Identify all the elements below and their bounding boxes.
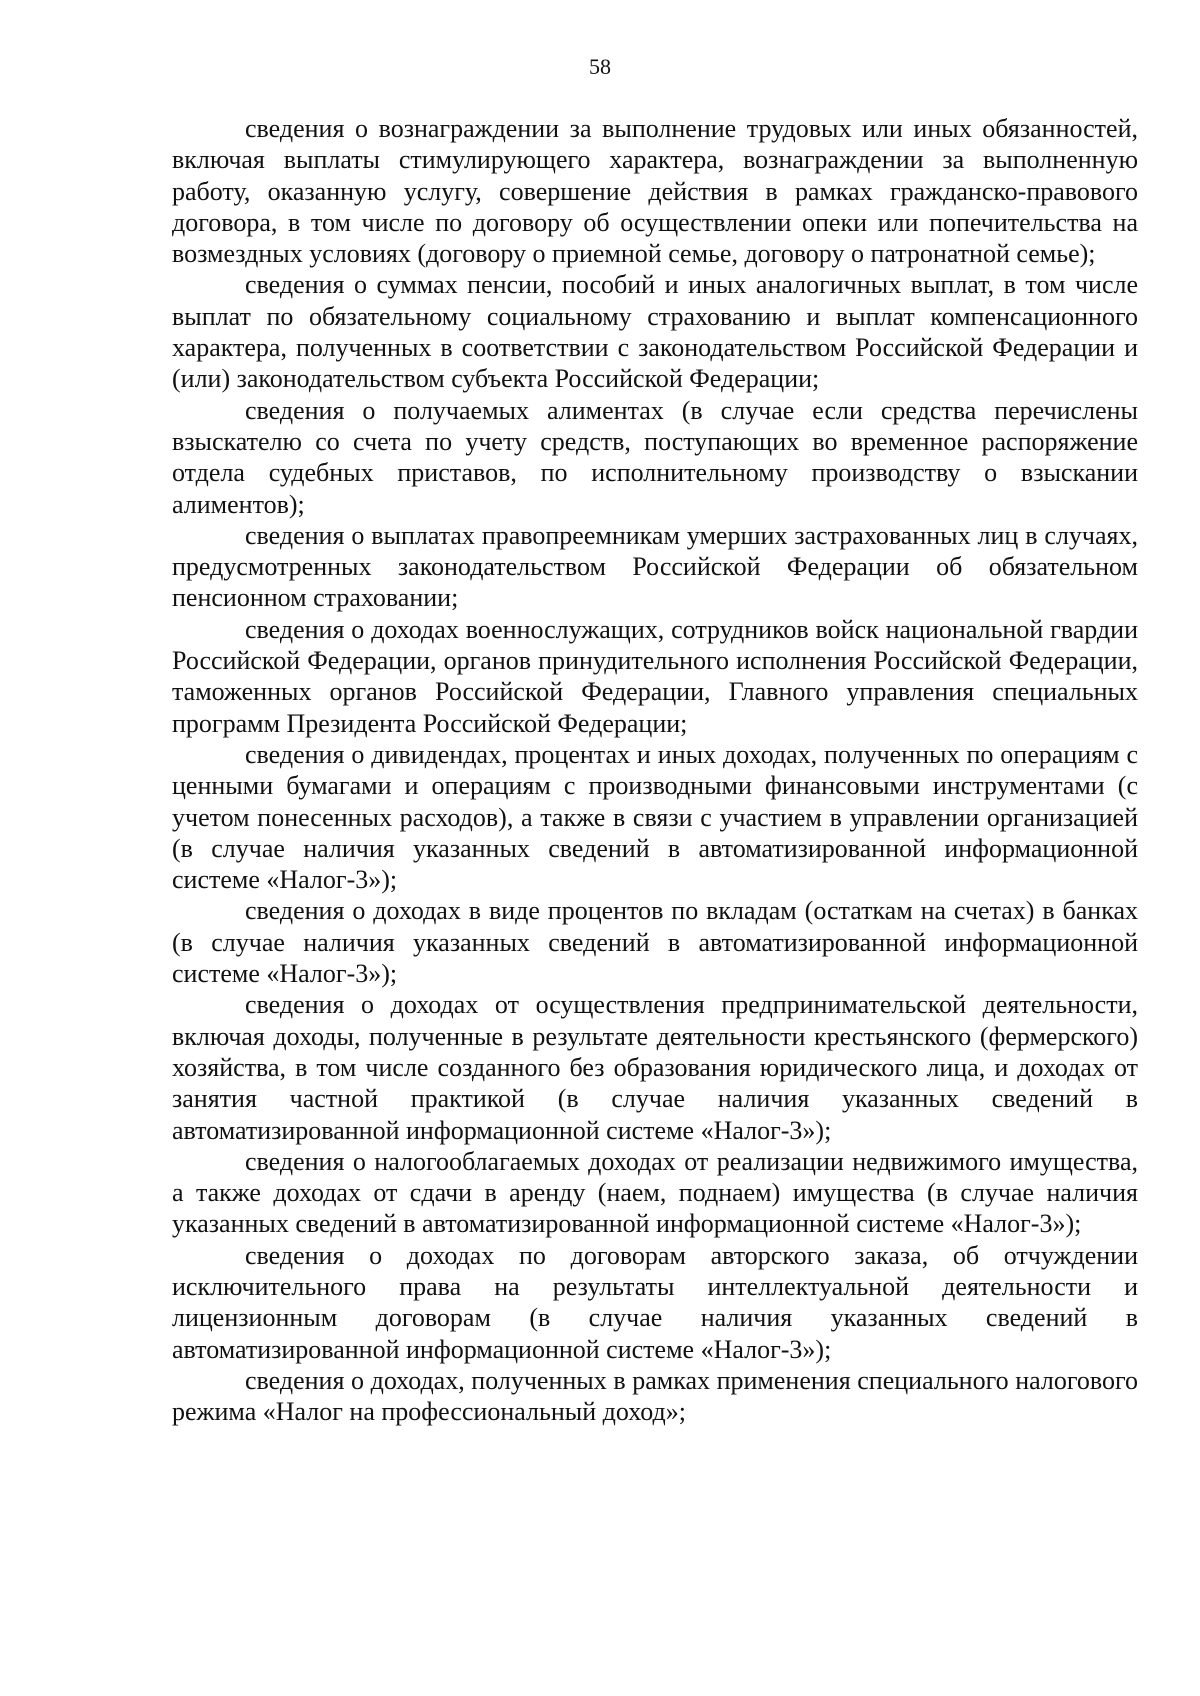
paragraph-property-income: сведения о налогооблагаемых доходах от реализации недвижимого имущества, а также доходах от сдачи в аренду (наем, поднаем) имущества (в случае наличия указанных сведений в автоматизированной информационной системе «Налог-3»); bbox=[172, 1146, 1138, 1239]
paragraph-remuneration: сведения о вознаграждении за выполнение трудовых или иных обязанностей, включая выплаты стимулирующего характера, вознаграждении за выполненную работу, оказанную услугу, совершение действия в рамках гражданско-правового договора, в том числе по договору об осуществлении опеки или попечительства на возмездных условиях (договору о приемной семье, договору о патронатной семье); bbox=[172, 114, 1138, 269]
paragraph-dividends-securities: сведения о дивидендах, процентах и иных доходах, полученных по операциям с ценными бумагами и операциям с производными финансовыми инструментами (с учетом понесенных расходов), а также в связи с участием в управлении организацией (в случае наличия указанных сведений в автоматизированной информационной системе «Налог-3»); bbox=[172, 739, 1138, 895]
document-body bbox=[172, 113, 1138, 1427]
paragraph-pensions-benefits: сведения о суммах пенсии, пособий и иных аналогичных выплат, в том числе выплат по обязательному социальному страхованию и выплат компенсационного характера, полученных в соответствии с законодательством Российской Федерации и (или) законодательством субъекта Российской Федерации; bbox=[172, 270, 1138, 394]
paragraph-military-income: сведения о доходах военнослужащих, сотрудников войск национальной гвардии Российской Федерации, органов принудительного исполнения Российской Федерации, таможенных органов Российской Федерации, Главного управления специальных программ Президента Российской Федерации; bbox=[172, 614, 1138, 738]
paragraph-successor-payments: сведения о выплатах правопреемникам умерших застрахованных лиц в случаях, предусмотренных законодательством Российской Федерации об обязательном пенсионном страховании; bbox=[172, 520, 1138, 613]
paragraph-bank-interest: сведения о доходах в виде процентов по вкладам (остаткам на счетах) в банках (в случае наличия указанных сведений в автоматизированной информационной системе «Налог-3»); bbox=[172, 896, 1138, 989]
page-number: 58 bbox=[589, 54, 611, 79]
paragraph-business-income: сведения о доходах от осуществления предпринимательской деятельности, включая доходы, полученные в результате деятельности крестьянского (фермерского) хозяйства, в том числе созданного без образования юридического лица, и доходах от занятия частной практикой (в случае наличия указанных сведений в автоматизированной информационной системе «Налог-3»); bbox=[172, 990, 1138, 1145]
paragraph-alimony: сведения о получаемых алиментах (в случае если средства перечислены взыскателю со счета по учету средств, поступающих во временное распоряжение отдела судебных приставов, по исполнительному производству о взыскании алиментов); bbox=[172, 395, 1138, 519]
paragraph-copyright-income: сведения о доходах по договорам авторского заказа, об отчуждении исключительного права на результаты интеллектуальной деятельности и лицензионным договорам (в случае наличия указанных сведений в автоматизированной информационной системе «Налог-3»); bbox=[172, 1240, 1138, 1364]
paragraph-professional-income-tax: сведения о доходах, полученных в рамках применения специального налогового режима «Налог на профессиональный доход»; bbox=[172, 1365, 1138, 1427]
